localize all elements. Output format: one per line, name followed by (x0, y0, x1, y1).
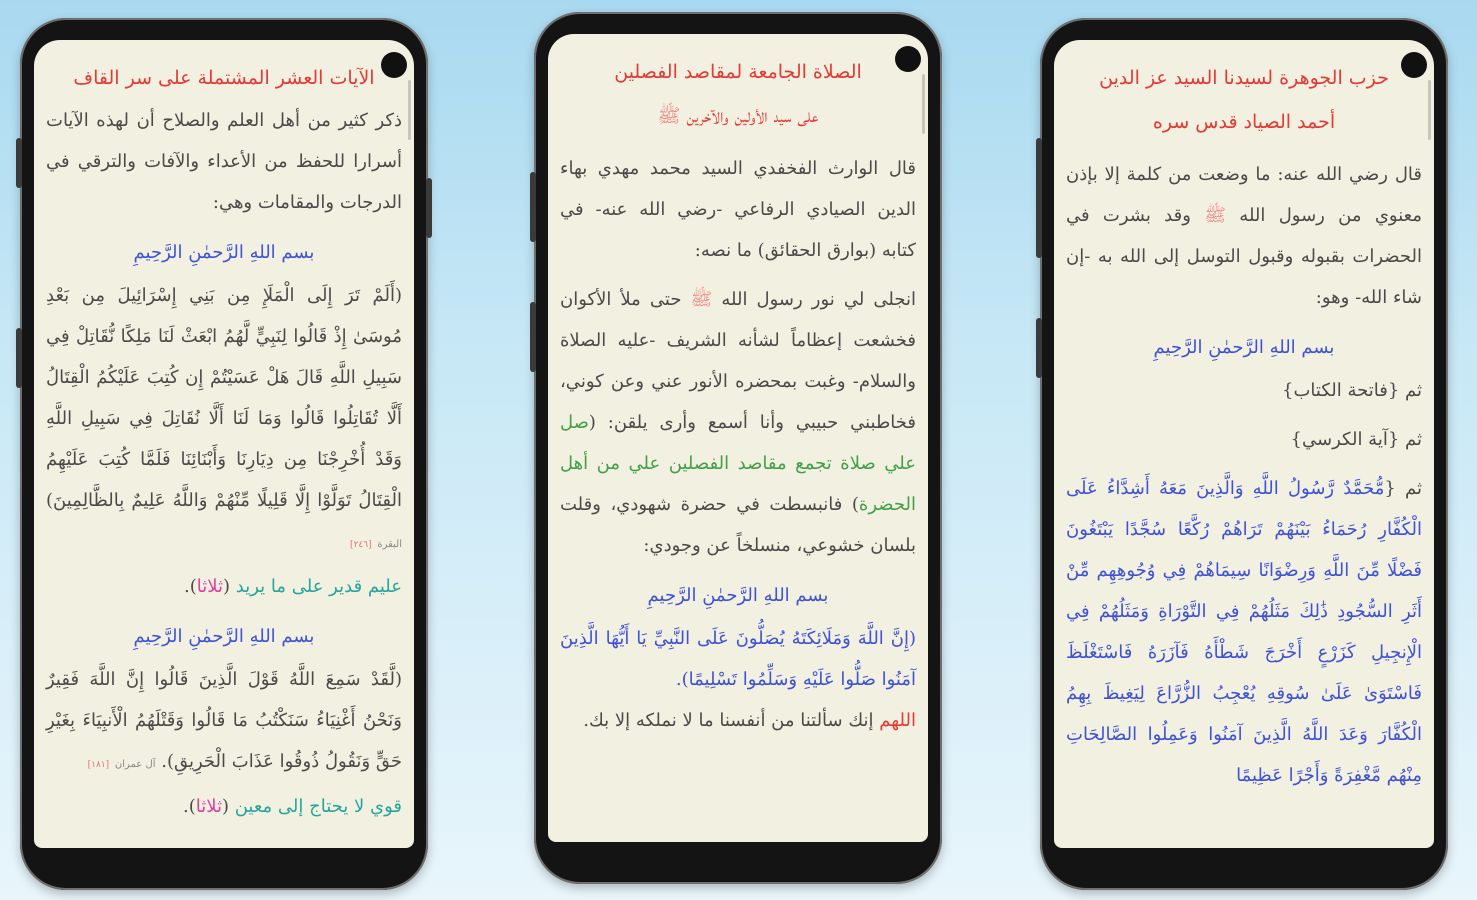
volume-button (16, 138, 22, 188)
side-button (530, 302, 536, 372)
phone-frame-2 (534, 12, 942, 884)
reading-content[interactable] (1054, 40, 1434, 848)
phone-frame-1 (20, 18, 428, 890)
app-screen-3[interactable] (1054, 40, 1434, 848)
recitation-line: قوي لا يحتاج إلى معين (ثلاثا). (182, 796, 402, 817)
basmala: بسم اللهِ الرَّحمٰنِ الرَّحِيمِ (133, 626, 315, 647)
basmala: بسم اللهِ الرَّحمٰنِ الرَّحِيمِ (133, 242, 315, 263)
phone-frame-3 (1040, 18, 1448, 890)
quran-verse: (لَّقَدْ سَمِعَ اللَّهُ قَوْلَ الَّذِينَ قَالُوا إِنَّ اللَّهَ فَقِيرٌ وَنَحْنُ أَغْنِيَاءُ سَنَكْتُبُ مَا قَالُوا وَقَتْلَهُمُ الْأَنبِيَاءَ بِغَيْرِ حَقٍّ وَنَقُولُ ذُوقُوا عَذَابَ الْحَرِيقِ). آل عمران [١٨١] (46, 669, 402, 772)
page-title: الصلاة الجامعة لمقاصد الفصلين (614, 61, 862, 83)
volume-button (1036, 138, 1042, 258)
intro-text: قال رضي الله عنه: ما وضعت من كلمة إلا بإذن معنوي من رسول الله ﷺ وقد بشرت في الحضرات بقبوله وقبول التوسل إلى الله به -إن شاء الله- وهو: (1066, 164, 1422, 308)
intro-text: ذكر كثير من أهل العلم والصلاح أن لهذه الآيات أسرارا للحفظ من الأعداء والآفات والترقي في الدرجات والمقامات وهي: (46, 110, 402, 213)
salawat-symbol: ﷺ (657, 105, 681, 127)
intro-text: قال الوارث الفخفدي السيد محمد مهدي بهاء الدين الصيادي الرفاعي -رضي الله عنه- في كتابه (بوارق الحقائق) ما نصه: (560, 158, 916, 261)
power-button (426, 178, 432, 238)
reading-content[interactable] (548, 34, 928, 842)
camera-icon (895, 46, 921, 72)
camera-icon (381, 52, 407, 78)
instruction-line: ثم {آية الكرسي} (1290, 429, 1422, 450)
app-screen-2[interactable] (548, 34, 928, 842)
page-subtitle: على سيد الأولين والآخرين ﷺ (657, 105, 819, 127)
volume-button (530, 172, 536, 242)
prayer-text: اللهم إنك سألتنا من أنفسنا ما لا نملكه إلا بك. (583, 710, 916, 731)
quran-verse: ثم {مُّحَمَّدٌ رَّسُولُ اللَّهِ وَالَّذِينَ مَعَهُ أَشِدَّاءُ عَلَى الْكُفَّارِ رُحَمَاءُ بَيْنَهُمْ تَرَاهُمْ رُكَّعًا سُجَّدًا يَبْتَغُونَ فَضْلًا مِّنَ اللَّهِ وَرِضْوَانًا سِيمَاهُمْ فِي وُجُوهِهِم مِّنْ أَثَرِ السُّجُودِ ذَٰلِكَ مَثَلُهُمْ فِي التَّوْرَاةِ وَمَثَلُهُمْ فِي الْإِنجِيلِ كَزَرْعٍ أَخْرَجَ شَطْأَهُ فَآزَرَهُ فَاسْتَغْلَظَ فَاسْتَوَىٰ عَلَىٰ سُوقِهِ يُعْجِبُ الزُّرَّاعَ لِيَغِيظَ بِهِمُ الْكُفَّارَ وَعَدَ اللَّهُ الَّذِينَ آمَنُوا وَعَمِلُوا الصَّالِحَاتِ مِنْهُم مَّغْفِرَةً وَأَجْرًا عَظِيمًا (1066, 478, 1423, 786)
recitation-line: عليم قدير على ما يريد (ثلاثا). (184, 576, 402, 597)
quran-verse: (إِنَّ اللَّهَ وَمَلَائِكَتَهُ يُصَلُّونَ عَلَى النَّبِيِّ يَا أَيُّهَا الَّذِينَ آمَنُوا صَلُّوا عَلَيْهِ وَسَلِّمُوا تَسْلِيمًا). (560, 628, 916, 690)
side-button (16, 328, 22, 388)
narration-text: انجلى لي نور رسول الله ﷺ حتى ملأ الأكوان فخشعت إعظاماً لشأنه الشريف -عليه الصلاة والسلام- وغبت بمحضره الأنور عني وعن كوني، فخاطبني حبيبي وأنا أسمع وأرى يلقن: (صل علي صلاة تجمع مقاصد الفصلين علي من أهل الحضرة) فانبسطت في حضرة شهودي، وقلت بلسان خشوعي، منسلخاً عن وجودي: (560, 289, 916, 556)
quran-verse: (أَلَمْ تَرَ إِلَى الْمَلَإِ مِن بَنِي إِسْرَائِيلَ مِن بَعْدِ مُوسَىٰ إِذْ قَالُوا لِنَبِيٍّ لَّهُمُ ابْعَثْ لَنَا مَلِكًا نُّقَاتِلْ فِي سَبِيلِ اللَّهِ قَالَ هَلْ عَسَيْتُمْ إِن كُتِبَ عَلَيْكُمُ الْقِتَالُ أَلَّا تُقَاتِلُوا قَالُوا وَمَا لَنَا أَلَّا نُقَاتِلَ فِي سَبِيلِ اللَّهِ وَقَدْ أُخْرِجْنَا مِن دِيَارِنَا وَأَبْنَائِنَا فَلَمَّا كُتِبَ عَلَيْهِمُ الْقِتَالُ تَوَلَّوْا إِلَّا قَلِيلًا مِّنْهُمْ وَاللَّهُ عَلِيمٌ بِالظَّالِمِينَ) البقرة [٢٤٦] (46, 285, 402, 550)
basmala: بسم اللهِ الرَّحمٰنِ الرَّحِيمِ (647, 585, 829, 606)
page-title: حزب الجوهرة لسيدنا السيد عز الدين (1099, 67, 1389, 89)
app-screen-1[interactable] (34, 40, 414, 848)
basmala: بسم اللهِ الرَّحمٰنِ الرَّحِيمِ (1153, 337, 1335, 358)
page-subtitle: أحمد الصياد قدس سره (1152, 111, 1336, 133)
page-title: الآيات العشر المشتملة على سر القاف (73, 67, 375, 89)
camera-icon (1401, 52, 1427, 78)
instruction-line: ثم {فاتحة الكتاب} (1282, 380, 1422, 401)
reading-content[interactable] (34, 40, 414, 848)
side-button (1036, 318, 1042, 378)
